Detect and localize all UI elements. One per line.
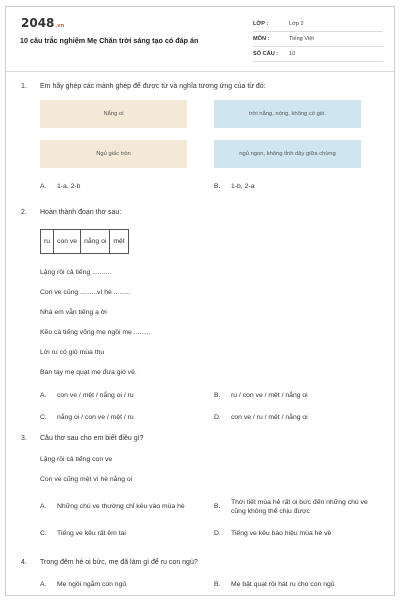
question-number: 3. [21,435,27,442]
option-text: Tiếng ve kêu rất êm tai [57,530,126,537]
meta-table [253,17,383,62]
word-cell: mệt [110,230,128,254]
poem-line: Con ve cũng mệt vì hè nắng oi [40,476,133,483]
question-text: Trong đêm hè oi bức, mẹ đã làm gì để ru con ngủ? [40,559,198,566]
poem-line: Bàn tay mẹ quạt mẹ đưa gió về. [40,369,137,376]
option-letter: A. [40,581,47,588]
option-letter: D. [214,530,221,537]
option-letter: A. [40,503,47,510]
document-title: 10 câu trắc nghiệm Mẹ Chăn trời sáng tạo có đáp án [20,36,199,45]
question-text: Câu thơ sau cho em biết điều gì? [40,435,144,442]
option-c[interactable] [40,530,126,537]
option-a[interactable] [40,183,80,190]
option-d[interactable] [214,530,331,537]
option-text: Mẹ bật quạt rồi hát ru cho con ngủ [231,581,335,588]
meta-row-class [253,17,383,32]
option-d[interactable] [214,414,308,421]
option-text: Thời tiết mùa hè rất oi bức đến những chú ve cũng không thể chịu được [231,499,368,515]
match-left-1[interactable]: Nắng oi [40,100,187,128]
option-b[interactable] [214,581,335,588]
option-text: Mẹ ngồi ngắm con ngủ [57,581,127,588]
poem-line: Lời ru có gió mùa thu [40,349,105,356]
question-3 [21,435,366,547]
logo-main: 2048 [21,16,55,30]
option-letter: B. [214,581,221,588]
question-number: 2. [21,209,27,216]
option-b[interactable] [214,392,308,399]
option-text: Những chú ve thường chỉ kêu vào mùa hè [57,503,185,510]
question-text: Em hãy ghép các mảnh ghép để được từ và nghĩa tương ứng của từ đó: [40,83,266,90]
option-letter: C. [40,414,47,421]
option-text: con ve / mệt / nắng oi / ru [57,392,134,399]
logo-suffix: .vn [55,23,65,29]
site-logo[interactable] [21,16,64,30]
word-cell: ru [41,230,54,254]
poem-line: Con ve cũng .........vì hè ......... [40,289,131,296]
option-letter: C. [40,530,47,537]
header-divider [6,71,394,72]
match-right-1[interactable]: trời nắng, nóng, không có gió. [214,100,361,128]
meta-key: LỚP : [253,21,269,27]
option-c[interactable] [40,414,134,421]
question-2 [21,209,366,429]
match-left-2[interactable]: Ngủ giấc tròn [40,140,187,168]
option-text: 1-a, 2-b [57,183,81,190]
poem-line: Nhà em vẫn tiếng ạ ời [40,309,107,316]
meta-row-subject [253,32,383,47]
question-text: Hoàn thành đoạn thơ sau: [40,209,122,216]
poem-line: Lặng rồi cả tiếng .......... [40,269,112,276]
option-letter: B. [214,183,221,190]
option-text: Tiếng ve kêu báo hiệu mùa hè về [231,530,332,537]
word-cell: con ve [54,230,81,254]
option-letter: A. [40,392,47,399]
option-text: con ve / ru / mệt / nắng oi [231,414,308,421]
meta-key: MÔN : [253,36,270,42]
word-bank [40,229,129,254]
meta-row-count [253,47,383,62]
option-letter: A. [40,183,47,190]
option-b[interactable] [214,498,374,518]
document-header [6,7,394,69]
question-number: 4. [21,559,27,566]
option-a[interactable] [40,581,126,588]
meta-value: Lớp 2 [289,21,304,27]
meta-value: Tiếng Việt [289,36,314,42]
option-b[interactable] [214,183,254,190]
question-4 [21,559,366,595]
poem-line: Lặng rồi cả tiếng con ve [40,456,113,463]
option-letter: B. [214,503,221,510]
meta-key: SỐ CÂU : [253,51,279,57]
meta-value: 10 [289,51,296,57]
question-number: 1. [21,83,27,90]
option-letter: B. [214,392,221,399]
option-text: 1-b, 2-a [231,183,255,190]
poem-line: Kẽo cà tiếng võng mẹ ngồi mẹ ......... [40,329,151,336]
document-page [5,6,395,596]
option-a[interactable] [40,503,185,510]
option-text: ru / con ve / mệt / nắng oi [231,392,308,399]
question-1 [21,83,366,203]
option-text: nắng oi / con ve / mệt / ru [57,414,134,421]
word-cell: nắng oi [81,230,110,254]
option-a[interactable] [40,392,134,399]
option-letter: D. [214,414,221,421]
match-right-2[interactable]: ngủ ngon, không tỉnh dậy giữa chừng [214,140,361,168]
